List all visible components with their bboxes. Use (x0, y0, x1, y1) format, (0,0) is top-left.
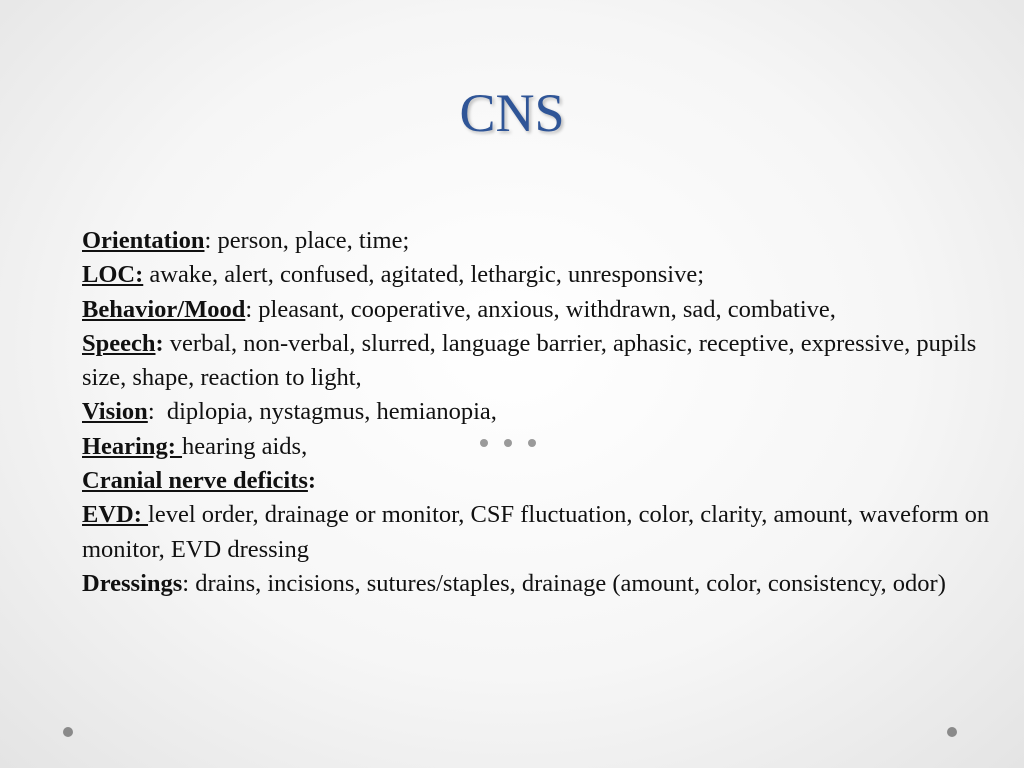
item-separator: : (245, 295, 253, 323)
item-text: hearing aids, (182, 432, 308, 460)
item-separator: : (155, 329, 164, 357)
dot-icon (504, 439, 512, 447)
list-item (82, 498, 997, 567)
item-text: awake, alert, confused, agitated, lethargic, unresponsive; (143, 261, 705, 289)
item-label-orientation: Orientation (82, 227, 205, 254)
list-item (82, 395, 997, 429)
corner-dot-icon (63, 727, 73, 737)
decorative-dots (480, 439, 540, 451)
dot-icon (480, 439, 488, 447)
item-text: : drains, incisions, sutures/staples, drainage (amount, color, consistency, odor) (182, 569, 946, 597)
item-text: diplopia, nystagmus, hemianopia, (154, 398, 497, 426)
item-label-loc: LOC: (82, 261, 144, 289)
item-text: level order, drainage or monitor, CSF fluctuation, color, clarity, amount, waveform on monitor, EVD dressing (82, 501, 990, 563)
slide-body (82, 224, 997, 601)
corner-dot-icon (947, 727, 957, 737)
list-item (82, 293, 997, 327)
list-item (82, 224, 997, 258)
item-label-dressings: Dressings (82, 569, 183, 597)
list-item (82, 327, 997, 396)
item-label-cranial-nerve-deficits: Cranial nerve deficits (82, 467, 308, 495)
list-item (82, 464, 997, 498)
item-separator: : (147, 398, 155, 426)
item-text: verbal, non-verbal, slurred, language barrier, aphasic, receptive, expressive, pupils size, shape, reaction to light, (82, 329, 977, 392)
item-text: pleasant, cooperative, anxious, withdrawn, sad, combative, (252, 295, 836, 323)
item-label-behavior-mood: Behavior/Mood (82, 295, 246, 323)
item-label-speech: Speech (82, 329, 156, 357)
item-label-evd: EVD: (82, 501, 149, 529)
list-item (82, 567, 997, 601)
item-label-hearing: Hearing: (82, 432, 183, 460)
dot-icon (528, 439, 536, 447)
list-item (82, 258, 997, 292)
slide-title: CNS (459, 83, 565, 143)
item-separator: : (307, 467, 317, 495)
item-separator: : (204, 227, 212, 254)
item-text: person, place, time; (211, 227, 410, 254)
item-label-vision: Vision (82, 398, 148, 426)
